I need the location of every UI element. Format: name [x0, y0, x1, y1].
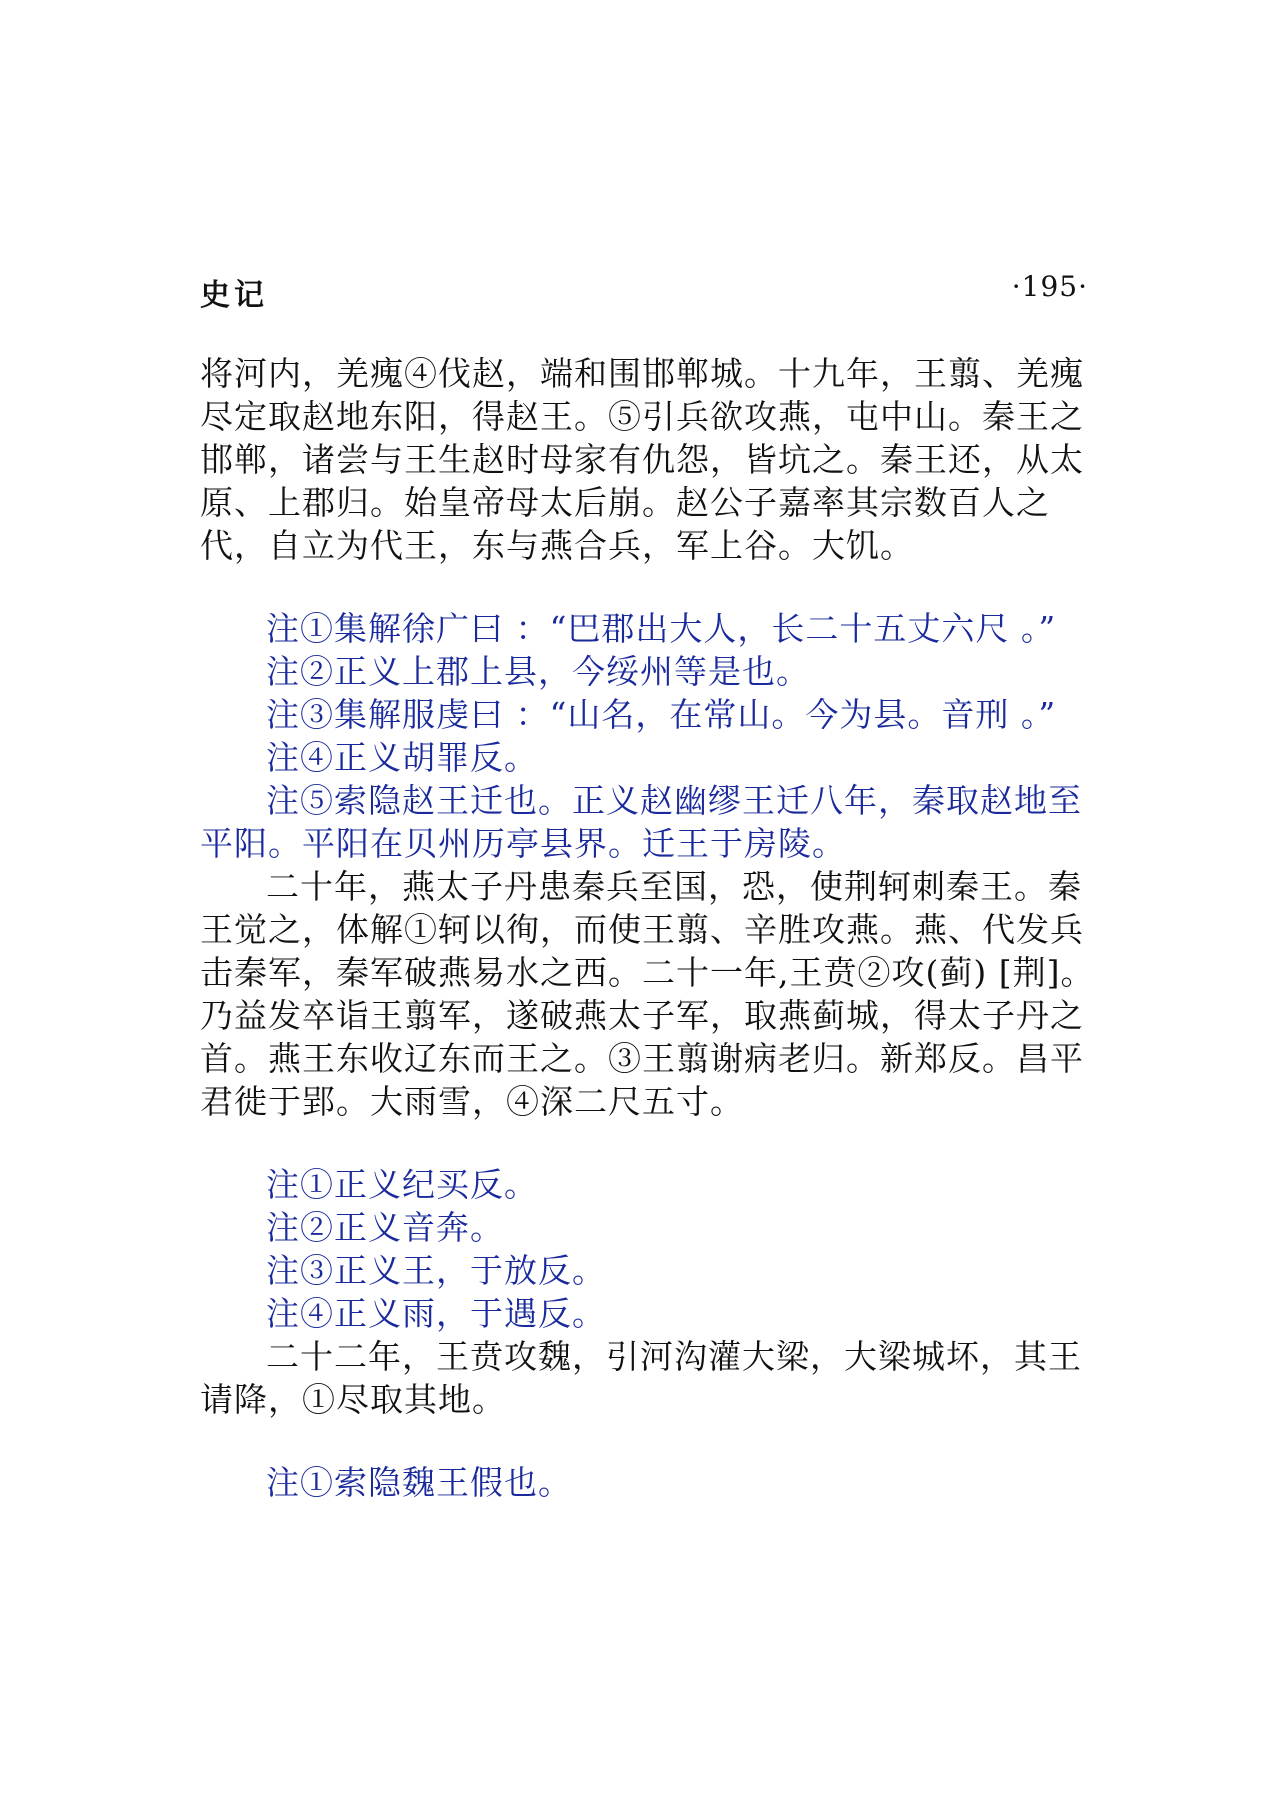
page-header — [200, 270, 1088, 313]
body-paragraph: 二十二年，王贲攻魏，引河沟灌大梁，大梁城坏，其王请降，①尽取其地。 — [200, 1337, 1082, 1419]
page-number: ·195· — [1011, 270, 1088, 303]
body-paragraph: 二十年，燕太子丹患秦兵至国，恐，使荆轲刺秦王。秦王觉之，体解①轲以徇，而使王翦、辛胜攻燕。燕、代发兵击秦军，秦军破燕易水之西。二十一年,王贲②攻(蓟) [荆]。乃益发卒诣王翦军，遂破燕太子军，取燕蓟城，得太子丹之首。燕王东收辽东而王之。③王翦谢病老归。新郑反。昌平君徙于郢。大雨雪，④深二尺五寸。 — [200, 867, 1095, 1121]
annotation-note: 注②正义音奔。 — [266, 1208, 504, 1247]
annotation-note: 注①索隐魏王假也。 — [266, 1463, 572, 1502]
body-paragraph: 将河内，羌瘣④伐赵，端和围邯郸城。十九年，王翦、羌瘣尽定取赵地东阳，得赵王。⑤引兵欲攻燕，屯中山。秦王之邯郸，诸尝与王生赵时母家有仇怨，皆坑之。秦王还，从太原、上郡归。始皇帝母太后崩。赵公子嘉率其宗数百人之代，自立为代王，东与燕合兵，军上谷。大饥。 — [200, 354, 1084, 565]
page-content — [200, 352, 1095, 1504]
annotation-note: 注③正义王，于放反。 — [266, 1251, 606, 1290]
spacer — [200, 1421, 1095, 1461]
spacer — [200, 567, 1095, 607]
spacer — [200, 1123, 1095, 1163]
annotation-note: 注③集解服虔曰 ：“山名，在常山。今为县。音刑 。” — [266, 695, 1057, 734]
annotation-note: 注④正义胡罪反。 — [266, 738, 538, 777]
annotation-note: 注⑤索隐赵王迁也。正义赵幽缪王迁八年，秦取赵地至平阳。平阳在贝州历亭县界。迁王于房陵。 — [200, 781, 1082, 863]
annotation-note: 注④正义雨，于遇反。 — [266, 1294, 606, 1333]
annotation-note: 注①正义纪买反。 — [266, 1165, 538, 1204]
book-title: 史记 — [200, 278, 268, 313]
annotation-note: 注①集解徐广曰 ：“巴郡出大人，长二十五丈六尺 。” — [266, 609, 1057, 648]
annotation-note: 注②正义上郡上县，今绥州等是也。 — [266, 652, 810, 691]
